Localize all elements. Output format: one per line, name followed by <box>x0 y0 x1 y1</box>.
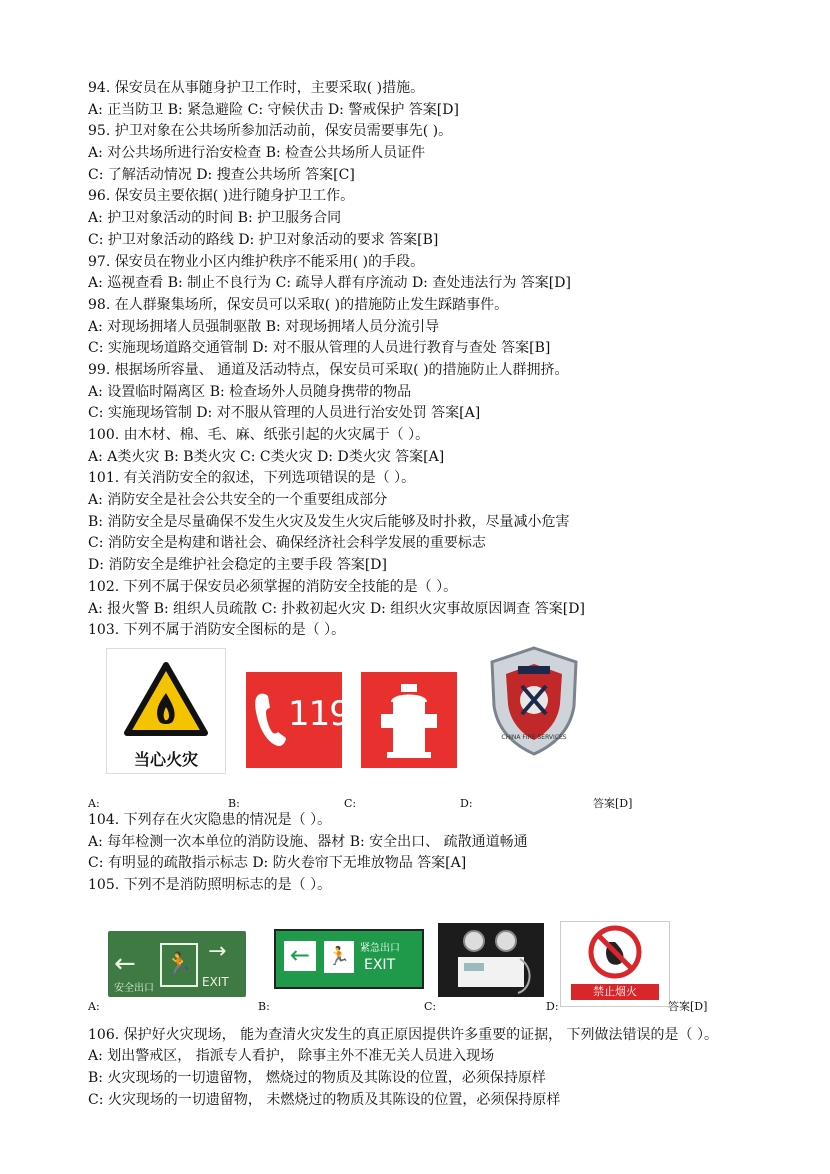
option-b-label: B: <box>258 999 270 1013</box>
option-d-label: D: <box>460 796 473 810</box>
option-b-label: B: <box>228 796 240 810</box>
question-stem: 98. 在人群聚集场所，保安员可以采取( )的措施防止发生踩踏事件。 <box>88 296 509 313</box>
badge-text: CHINA FIRE SERVICES <box>501 733 567 741</box>
option-line: C: 消防安全是构建和谐社会、确保经济社会科学发展的重要标志 <box>88 535 486 552</box>
emergency-light-unit <box>438 923 544 997</box>
option-line: A: 巡视查看 B: 制止不良行为 C: 疏导人群有序流动 D: 查处违法行为 答案[D] <box>88 275 571 292</box>
question-stem: 105. 下列不是消防照明标志的是（ ）。 <box>88 876 332 893</box>
answer-103: 答案[D] <box>593 796 633 810</box>
running-man-icon: 🏃 <box>160 943 198 987</box>
question-stem: 95. 护卫对象在公共场所参加活动前，保安员需要事先( )。 <box>88 123 453 140</box>
option-line: A: 对公共场所进行治安检查 B: 检查公共场所人员证件 <box>88 145 426 162</box>
option-line: B: 消防安全是尽量确保不发生火灾及发生火灾后能够及时扑救，尽量减小危害 <box>88 513 570 530</box>
exam-page <box>88 78 778 1111</box>
safety-exit-sign <box>108 931 246 997</box>
question-stem: 96. 保安员主要依据( )进行随身护卫工作。 <box>88 188 355 205</box>
option-line: A: 护卫对象活动的时间 B: 护卫服务合同 <box>88 210 342 227</box>
option-line: A: 正当防卫 B: 紧急避险 C: 守候伏击 D: 警戒保护 答案[D] <box>88 101 459 118</box>
option-line: C: 护卫对象活动的路线 D: 护卫对象活动的要求 答案[B] <box>88 231 439 248</box>
right-arrow-icon: → <box>208 938 227 964</box>
option-line: A: 每年检测一次本单位的消防设施、器材 B: 安全出口、 疏散通道畅通 <box>88 833 528 850</box>
option-line: A: 消防安全是社会公共安全的一个重要组成部分 <box>88 492 388 509</box>
q103-figures <box>88 642 778 810</box>
option-line: C: 实施现场道路交通管制 D: 对不服从管理的人员进行教育与查处 答案[B] <box>88 340 551 357</box>
option-c-label: C: <box>344 796 357 810</box>
sign-b-en: EXIT <box>364 956 396 973</box>
left-arrow-icon: ← <box>284 941 316 971</box>
option-line: C: 火灾现场的一切遗留物， 未燃烧过的物质及其陈设的位置，必须保持原样 <box>88 1091 561 1108</box>
option-c-label: C: <box>424 999 437 1013</box>
caution-fire-sign <box>106 648 226 774</box>
fire-services-badge <box>478 642 590 758</box>
option-d-label: D: <box>546 999 559 1013</box>
option-line: C: 了解活动情况 D: 搜查公共场所 答案[C] <box>88 166 355 183</box>
option-line: C: 有明显的疏散指示标志 D: 防火卷帘下无堆放物品 答案[A] <box>88 855 467 872</box>
question-stem: 100. 由木材、棉、毛、麻、纸张引起的火灾属于（ ）。 <box>88 427 430 443</box>
option-a-label: A: <box>88 796 100 810</box>
sign-b-cn: 紧急出口 <box>360 942 400 954</box>
option-line: A: A类火灾 B: B类火灾 C: C类火灾 D: D类火灾 答案[A] <box>88 448 445 465</box>
question-stem: 104. 下列存在火灾隐患的情况是（ ）。 <box>88 811 332 828</box>
fire-hydrant-sign <box>361 672 457 768</box>
option-a-label: A: <box>88 999 100 1013</box>
question-stem: 94. 保安员在从事随身护卫工作时，主要采取( )措施。 <box>88 80 425 96</box>
question-stem: 103. 下列不属于消防安全图标的是（ ）。 <box>88 622 346 639</box>
q105-figures <box>88 897 778 1015</box>
left-arrow-icon: ← <box>114 948 136 979</box>
option-line: B: 火灾现场的一切遗留物， 燃烧过的物质及其陈设的位置，必须保持原样 <box>88 1070 546 1086</box>
question-block-104-105 <box>88 810 778 897</box>
option-line: C: 实施现场管制 D: 对不服从管理的人员进行治安处罚 答案[A] <box>88 405 481 422</box>
question-block-106 <box>88 1025 778 1112</box>
answer-105: 答案[D] <box>668 999 708 1013</box>
question-block-94-103 <box>88 78 778 642</box>
option-line: A: 报火警 B: 组织人员疏散 C: 扑救初起火灾 D: 组织火灾事故原因调查 答案[D] <box>88 600 585 617</box>
running-man-icon: 🏃 <box>324 941 354 973</box>
option-line: A: 划出警戒区， 指派专人看护， 除事主外不准无关人员进入现场 <box>88 1048 495 1065</box>
emergency-exit-sign <box>274 929 424 989</box>
question-stem: 97. 保安员在物业小区内维护秩序不能采用( )的手段。 <box>88 253 425 270</box>
no-fire-sign <box>560 921 670 1007</box>
question-stem: 106. 保护好火灾现场， 能为查清火灾发生的真正原因提供许多重要的证据， 下列做法错误的是（ ）。 <box>88 1026 718 1043</box>
option-line: A: 对现场拥堵人员强制驱散 B: 对现场拥堵人员分流引导 <box>88 318 440 335</box>
phone-icon <box>252 690 292 750</box>
fire-alarm-119-sign <box>246 672 350 768</box>
question-stem: 102. 下列不属于保安员必须掌握的消防安全技能的是（ ）。 <box>88 578 458 595</box>
option-line: A: 设置临时隔离区 B: 检查场外人员随身携带的物品 <box>88 383 412 400</box>
sign-d-text: 禁止烟火 <box>571 984 659 1000</box>
sign-a-cn: 安全出口 <box>114 982 154 994</box>
sign-b-text: 119 <box>288 693 350 734</box>
question-stem: 101. 有关消防安全的叙述，下列选项错误的是（ ）。 <box>88 470 416 487</box>
sign-a-en: EXIT <box>202 974 229 989</box>
emergency-lamp-icon <box>438 923 544 997</box>
fire-hydrant-icon <box>361 672 457 768</box>
sign-a-text: 当心火灾 <box>133 749 198 769</box>
question-stem: 99. 根据场所容量、 通道及活动特点，保安员可采取( )的措施防止人群拥挤。 <box>88 361 569 378</box>
option-line: D: 消防安全是维护社会稳定的主要手段 答案[D] <box>88 557 387 574</box>
no-fire-prohibition-icon <box>561 922 669 984</box>
